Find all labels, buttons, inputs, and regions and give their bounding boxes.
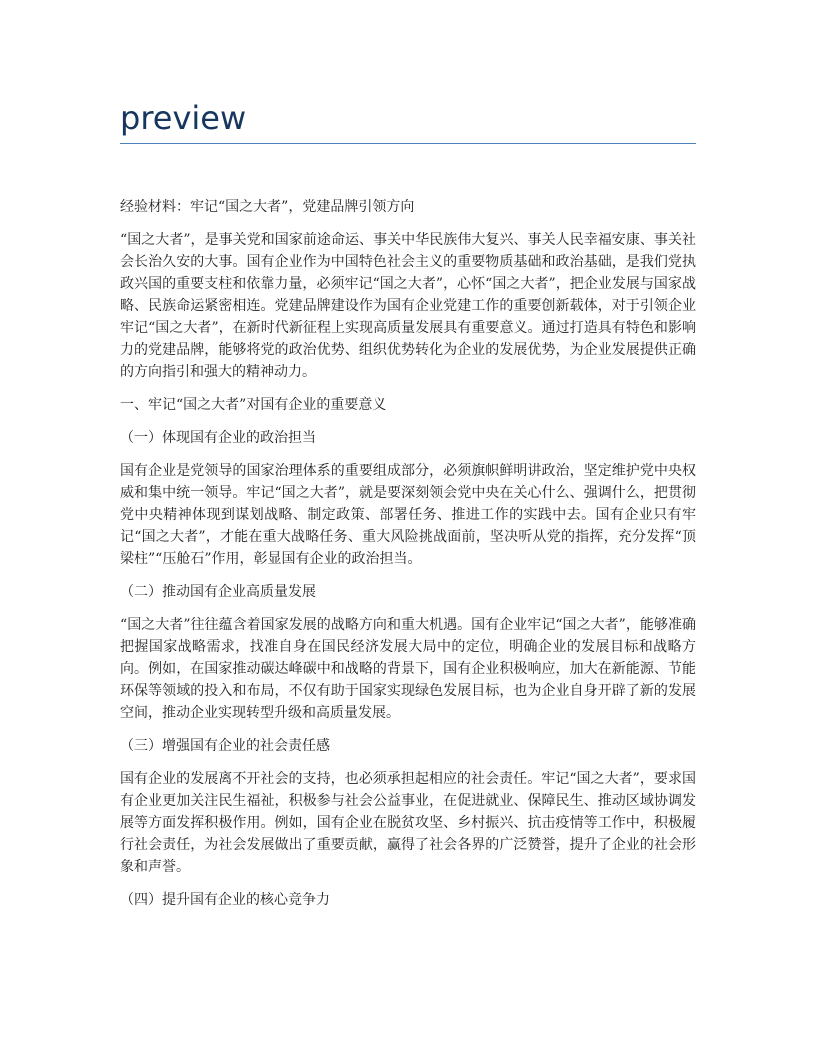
section-heading: 一、牢记“国之大者”对国有企业的重要意义	[120, 397, 387, 413]
document-body	[120, 196, 696, 922]
document-title: preview	[120, 99, 247, 137]
subsection-heading: （四）提升国有企业的核心竞争力	[120, 892, 330, 908]
paragraph: “国之大者”，是事关党和国家前途命运、事关中华民族伟大复兴、事关人民幸福安康、事关社会长治久安的大事。国有企业作为中国特色社会主义的重要物质基础和政治基础，是我们党执政兴国的重要支柱和依靠力量，必须牢记“国之大者”，心怀“国之大者”，把企业发展与国家战略、民族命运紧密相连。党建品牌建设作为国有企业党建工作的重要创新载体，对于引领企业牢记“国之大者”，在新时代新征程上实现高质量发展具有重要意义。通过打造具有特色和影响力的党建品牌，能够将党的政治优势、组织优势转化为企业的发展优势，为企业发展提供正确的方向指引和强大的精神动力。	[120, 232, 696, 380]
paragraph: “国之大者”往往蕴含着国家发展的战略方向和重大机遇。国有企业牢记“国之大者”，能够准确把握国家战略需求，找准自身在国民经济发展大局中的定位，明确企业的发展目标和战略方向。例如，在国家推动碳达峰碳中和战略的背景下，国有企业积极响应，加大在新能源、节能环保等领域的投入和布局，不仅有助于国家实现绿色发展目标，也为企业自身开辟了新的发展空间，推动企业实现转型升级和高质量发展。	[120, 617, 696, 721]
paragraph-heading: 经验材料：牢记“国之大者”，党建品牌引领方向	[120, 199, 415, 215]
subsection-heading: （一）体现国有企业的政治担当	[120, 430, 316, 446]
subsection-heading: （二）推动国有企业高质量发展	[120, 584, 316, 600]
paragraph: 国有企业是党领导的国家治理体系的重要组成部分，必须旗帜鲜明讲政治，坚定维护党中央权威和集中统一领导。牢记“国之大者”，就是要深刻领会党中央在关心什么、强调什么，把贯彻党中央精神体现到谋划战略、制定政策、部署任务、推进工作的实践中去。国有企业只有牢记“国之大者”，才能在重大战略任务、重大风险挑战面前，坚决听从党的指挥，充分发挥“顶梁柱”“压舱石”作用，彰显国有企业的政治担当。	[120, 463, 696, 567]
paragraph: 国有企业的发展离不开社会的支持，也必须承担起相应的社会责任。牢记“国之大者”，要求国有企业更加关注民生福祉，积极参与社会公益事业，在促进就业、保障民生、推动区域协调发展等方面发挥积极作用。例如，国有企业在脱贫攻坚、乡村振兴、抗击疫情等工作中，积极履行社会责任，为社会发展做出了重要贡献，赢得了社会各界的广泛赞誉，提升了企业的社会形象和声誉。	[120, 771, 696, 875]
subsection-heading: （三）增强国有企业的社会责任感	[120, 738, 330, 754]
title-divider	[120, 143, 696, 144]
